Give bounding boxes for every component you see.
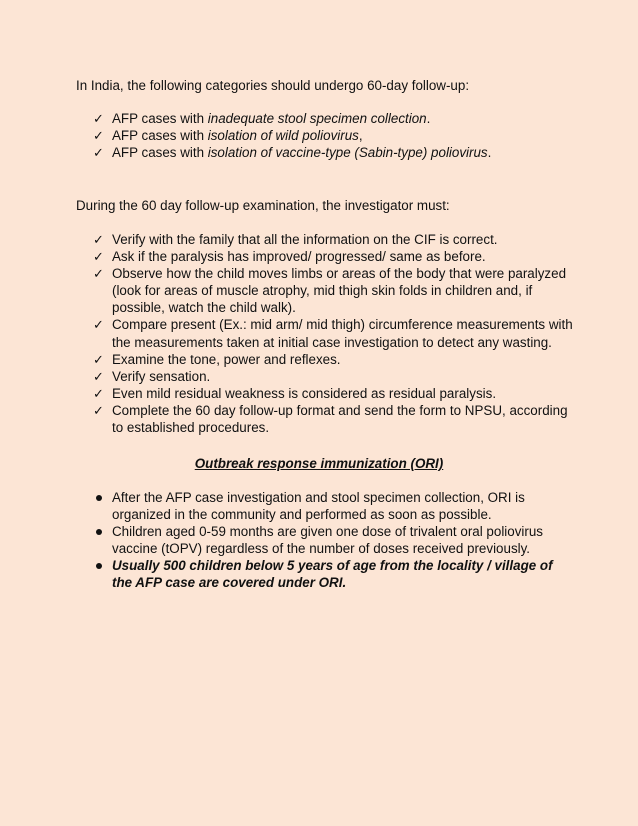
checkmark-icon: ✓ — [93, 385, 104, 401]
checkmark-icon: ✓ — [93, 232, 104, 247]
checkmark-icon: ✓ — [93, 402, 104, 418]
list-item: ✓ AFP cases with isolation of wild poliovirus, — [93, 128, 363, 144]
ori-points-list — [93, 489, 573, 592]
list-item: ✓ Observe how the child moves limbs or areas of the body that were paralyzed (look for areas of muscle atrophy, mid thigh skin folds in children and, if possible, watch the child walk). — [93, 266, 567, 316]
list-item: ✓ AFP cases with inadequate stool specimen collection. — [93, 111, 431, 126]
checkmark-icon: ✓ — [93, 111, 104, 126]
list-item: ✓ Even mild residual weakness is considered as residual paralysis. — [93, 385, 497, 401]
checkmark-icon: ✓ — [93, 351, 104, 367]
ori-heading: Outbreak response immunization (ORI) — [194, 456, 444, 471]
list-item: ✓ Verify with the family that all the information on the CIF is correct. — [93, 232, 498, 247]
list-item: ✓ Complete the 60 day follow-up format and send the form to NPSU, according to established procedures. — [93, 402, 568, 436]
checkmark-icon: ✓ — [93, 145, 104, 161]
bullet-icon — [96, 495, 102, 501]
bullet-icon — [96, 563, 102, 569]
intro-text: In India, the following categories should undergo 60-day follow-up: — [76, 78, 470, 93]
list-item: ✓ AFP cases with isolation of vaccine-type (Sabin-type) poliovirus. — [93, 145, 492, 161]
checkmark-icon: ✓ — [93, 317, 104, 333]
checkmark-icon: ✓ — [93, 368, 104, 384]
checkmark-icon: ✓ — [93, 128, 104, 144]
checkmark-icon: ✓ — [93, 249, 104, 265]
ori-emphasis-text: Usually 500 children below 5 years of age from the locality / village of the AFP case are covered under ORI. — [112, 558, 553, 591]
list-item: Children aged 0-59 months are given one dose of trivalent oral poliovirus vaccine (tOPV) regardless of the number of doses received previously. — [93, 523, 573, 557]
list-item — [93, 557, 573, 591]
bullet-icon — [96, 529, 102, 535]
list-item: ✓ Examine the tone, power and reflexes. — [93, 351, 341, 367]
exam-intro-text: During the 60 day follow-up examination, the investigator must: — [76, 198, 450, 213]
list-item: ✓ Compare present (Ex.: mid arm/ mid thigh) circumference measurements with the measurements taken at initial case investigation to detect any wasting. — [93, 317, 573, 350]
exam-steps-list — [93, 231, 573, 436]
list-item: After the AFP case investigation and stool specimen collection, ORI is organized in the community and performed as soon as possible. — [93, 489, 573, 523]
category-list — [93, 110, 573, 161]
list-item: ✓ Verify sensation. — [93, 368, 211, 384]
list-item: ✓ Ask if the paralysis has improved/ progressed/ same as before. — [93, 249, 486, 265]
checkmark-icon: ✓ — [93, 266, 104, 282]
